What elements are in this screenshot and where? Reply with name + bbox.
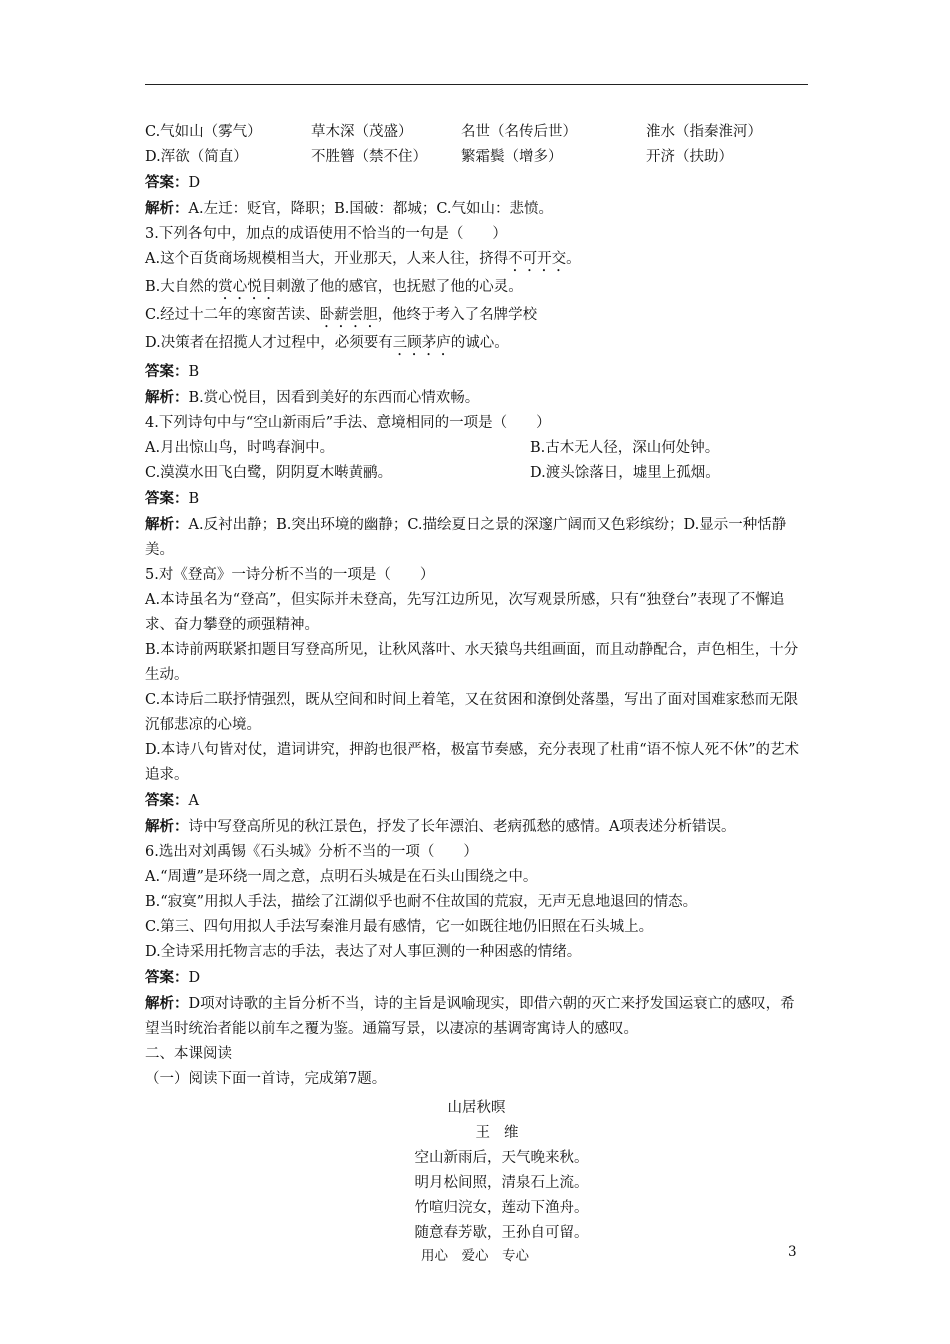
q2-answer — [145, 170, 808, 196]
answer-label: 答案： — [145, 969, 189, 986]
q5-analysis — [145, 814, 808, 840]
analysis-label: 解析： — [145, 389, 189, 406]
q2-option-d-4: 开济（扶助） — [646, 149, 733, 165]
q2-answer-value: D — [188, 175, 201, 191]
q3-analysis — [145, 385, 808, 411]
q6-option-c: C.第三、四句用拟人手法写秦淮月最有感情，它一如既往地仍旧照在石头城上。 — [145, 919, 654, 935]
q2-analysis-text: A.左迁：贬官，降职；B.国破：都城；C.气如山：悲愤。 — [188, 201, 554, 217]
q3-a-dotted-idiom: 不可开交 — [508, 251, 567, 267]
q3-d-dotted-idiom: 三顾茅庐 — [392, 335, 451, 351]
q3-option-d — [145, 331, 808, 359]
section-heading: 二、本课阅读 — [145, 1046, 232, 1062]
q3-answer — [145, 359, 808, 385]
header-rule — [145, 84, 808, 85]
q4-options-ab — [145, 436, 808, 461]
poem-author: 王维 — [475, 1125, 533, 1141]
q4-option-b: B.古木无人径，深山何处钟。 — [530, 440, 720, 456]
q5-option-c: C.本诗后二联抒情强烈，既从空间和时间上着笔，又在贫困和潦倒处落墨，写出了面对国难家愁而无限沉郁悲凉的心境。 — [145, 692, 799, 733]
page-number: 3 — [788, 1244, 797, 1260]
q3-option-b — [145, 275, 808, 303]
q3-a-text: A.这个百货商场规模相当大，开业那天，人来人往，挤得 — [145, 251, 509, 267]
q4-option-c: C.漠漠水田飞白鹭，阴阴夏木啭黄鹂。 — [145, 465, 393, 481]
q5-answer — [145, 788, 808, 814]
poem-line: 竹喧归浣女，莲动下渔舟。 — [414, 1200, 589, 1216]
q4-stem: 4.下列诗句中与“空山新雨后”手法、意境相同的一项是（ ） — [145, 415, 551, 431]
section-subheading: （一）阅读下面一首诗，完成第7题。 — [145, 1071, 387, 1087]
q2-option-c-3: 名世（名传后世） — [461, 124, 577, 140]
q2-option-c-1: C.气如山（雾气） — [145, 124, 262, 140]
q5-option-b: B.本诗前两联紧扣题目写登高所见，让秋风落叶、水天猿鸟共组画面，而且动静配合，声色相生，十分生动。 — [145, 642, 799, 683]
q4-answer-value: B — [188, 491, 200, 507]
q3-b-text: B.大自然的 — [145, 279, 219, 295]
q3-a-end: 。 — [566, 251, 581, 267]
q3-analysis-text: B.赏心悦目，因看到美好的东西而心情欢畅。 — [188, 390, 480, 406]
answer-label: 答案： — [145, 174, 189, 191]
q3-answer-value: B — [188, 364, 200, 380]
q5-option-a: A.本诗虽名为“登高”，但实际并未登高，先写江边所见，次写观景所感，只有“独登台”表现了不懈追求、奋力攀登的顽强精神。 — [145, 592, 785, 633]
q6-stem: 6.选出对刘禹锡《石头城》分析不当的一项（ ） — [145, 844, 478, 860]
analysis-label: 解析： — [145, 516, 189, 533]
q4-option-a: A.月出惊山鸟，时鸣春涧中。 — [145, 440, 335, 456]
q5-option-d: D.本诗八句皆对仗，遣词讲究，押韵也很严格，极富节奏感，充分表现了杜甫“语不惊人死不休”的艺术追求。 — [145, 742, 800, 783]
q3-d-end: 的诚心。 — [450, 335, 509, 351]
analysis-label: 解析： — [145, 200, 189, 217]
analysis-label: 解析： — [145, 995, 189, 1012]
q3-c-dotted-idiom: 卧薪尝胆 — [319, 307, 378, 323]
q4-option-d: D.渡头馀落日，墟里上孤烟。 — [530, 465, 720, 481]
q3-b-end: 刺激了他的感官，也抚慰了他的心灵。 — [276, 279, 523, 295]
q3-c-text: C.经过十二年的寒窗苦读、 — [145, 307, 320, 323]
q5-answer-value: A — [188, 793, 199, 809]
page-content — [145, 120, 808, 1246]
q3-b-dotted-idiom: 赏心悦目 — [218, 279, 277, 295]
q3-option-a — [145, 247, 808, 275]
q2-option-d-row — [145, 145, 808, 170]
q6-option-d: D.全诗采用托物言志的手法，表达了对人事叵测的一种困惑的情绪。 — [145, 944, 582, 960]
answer-label: 答案： — [145, 363, 189, 380]
q5-stem: 5.对《登高》一诗分析不当的一项是（ ） — [145, 567, 435, 583]
poem-line: 明月松间照，清泉石上流。 — [414, 1175, 589, 1191]
analysis-label: 解析： — [145, 818, 189, 835]
poem-line: 随意春芳歇，王孙自可留。 — [414, 1225, 589, 1241]
q5-analysis-text: 诗中写登高所见的秋江景色，抒发了长年漂泊、老病孤愁的感情。A项表述分析错误。 — [188, 819, 736, 835]
q3-d-text: D.决策者在招揽人才过程中，必须要有 — [145, 335, 393, 351]
q6-option-a: A.“周遭”是环绕一周之意，点明石头城是在石头山围绕之中。 — [145, 869, 538, 885]
q4-analysis — [145, 512, 808, 563]
q4-answer — [145, 486, 808, 512]
answer-label: 答案： — [145, 490, 189, 507]
q2-option-d-3: 繁霜鬓（增多） — [461, 149, 563, 165]
q2-option-c-row — [145, 120, 808, 145]
q6-analysis — [145, 991, 808, 1042]
footer-motto: 用心 爱心 专心 — [421, 1248, 529, 1264]
q2-analysis — [145, 196, 808, 222]
q2-option-c-2: 草木深（茂盛） — [311, 124, 413, 140]
q4-analysis-text: A.反衬出静；B.突出环境的幽静；C.描绘夏日之景的深邃广阔而又色彩缤纷；D.显示一种恬静美。 — [145, 517, 787, 558]
q3-stem: 3.下列各句中，加点的成语使用不恰当的一句是（ ） — [145, 226, 507, 242]
q2-option-d-1: D.浑欲（简直） — [145, 149, 248, 165]
q3-option-c — [145, 303, 808, 331]
q2-option-d-2: 不胜簪（禁不住） — [311, 149, 427, 165]
answer-label: 答案： — [145, 792, 189, 809]
q6-option-b: B.“寂寞”用拟人手法，描绘了江湖似乎也耐不住故国的荒寂，无声无息地退回的情态。 — [145, 894, 698, 910]
q3-c-end: ，他终于考入了名牌学校 — [377, 307, 538, 323]
poem-title: 山居秋暝 — [447, 1100, 506, 1116]
q2-option-c-4: 淮水（指秦淮河） — [646, 124, 762, 140]
q4-options-cd — [145, 461, 808, 486]
poem-line: 空山新雨后，天气晚来秋。 — [414, 1150, 589, 1166]
q6-answer — [145, 965, 808, 991]
q6-analysis-text: D项对诗歌的主旨分析不当，诗的主旨是讽喻现实，即借六朝的灭亡来抒发国运衰亡的感叹，希望当时统治者能以前车之覆为鉴。通篇写景，以凄凉的基调寄寓诗人的感叹。 — [145, 996, 795, 1037]
q6-answer-value: D — [188, 970, 201, 986]
